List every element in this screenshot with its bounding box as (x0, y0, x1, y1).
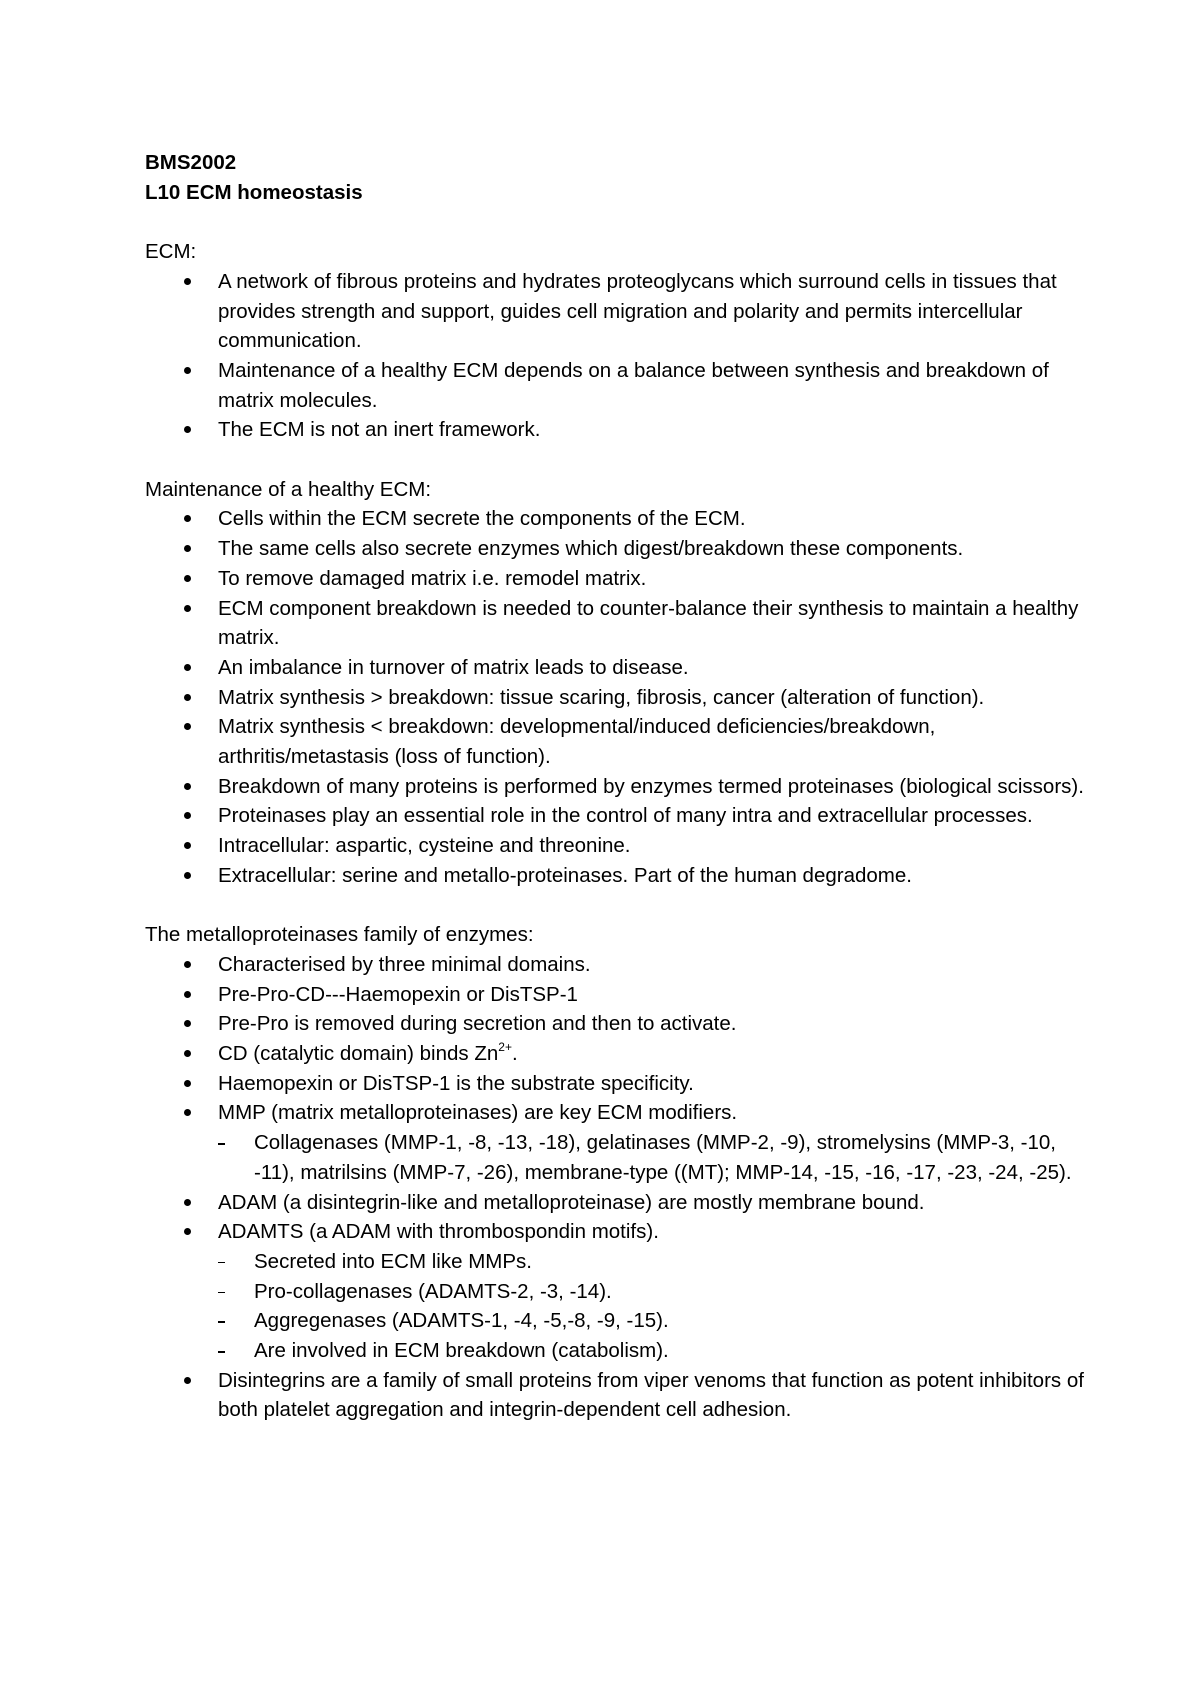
ecm-list (145, 267, 1085, 445)
bullet-icon (184, 426, 191, 433)
list-item: To remove damaged matrix i.e. remodel matrix. (145, 564, 1085, 594)
list-item: Haemopexin or DisTSP-1 is the substrate specificity. (145, 1069, 1085, 1099)
list-item: An imbalance in turnover of matrix leads to disease. (145, 653, 1085, 683)
bullet-icon (184, 694, 191, 701)
bullet-icon (184, 723, 191, 730)
list-item: CD (catalytic domain) binds $Zn^{2+}$. (145, 1039, 1085, 1069)
list-item: Intracellular: aspartic, cysteine and threonine. (145, 831, 1085, 861)
list-item: The ECM is not an inert framework. (145, 415, 1085, 445)
document-body (145, 148, 1085, 1425)
list-item: Characterised by three minimal domains. (145, 950, 1085, 980)
bullet-icon (184, 278, 191, 285)
mmp-sublist (218, 1128, 1085, 1187)
dash-icon (218, 1143, 225, 1145)
zn-superscript: 2+ (498, 1040, 512, 1055)
list-item: ADAMTS (a ADAM with thrombospondin motifs). Secreted into ECM like MMPs. Pro-collagenases (ADAMTS-2, -3, -14). Aggregenases (ADAMTS-1, -4, -5,-8, -9, -15). Are involved in ECM breakdown (catabolism). (145, 1217, 1085, 1366)
metallo-list (145, 950, 1085, 1425)
list-item: Extracellular: serine and metallo-proteinases. Part of the human degradome. (145, 861, 1085, 891)
dash-icon (218, 1351, 225, 1353)
bullet-icon (184, 783, 191, 790)
bullet-icon (184, 1050, 191, 1057)
bullet-icon (184, 812, 191, 819)
bullet-icon (184, 515, 191, 522)
bullet-icon (184, 664, 191, 671)
lecture-title: L10 ECM homeostasis (145, 180, 363, 204)
list-item: The same cells also secrete enzymes which digest/breakdown these components. (145, 534, 1085, 564)
list-item: ECM component breakdown is needed to counter-balance their synthesis to maintain a healthy matrix. (145, 594, 1085, 653)
bullet-icon (184, 842, 191, 849)
metallo-heading: The metalloproteinases family of enzymes: (145, 923, 534, 947)
sublist-item: Aggregenases (ADAMTS-1, -4, -5,-8, -9, -15). (218, 1306, 1085, 1336)
list-item: Cells within the ECM secrete the components of the ECM. (145, 504, 1085, 534)
list-item: Breakdown of many proteins is performed by enzymes termed proteinases (biological scissors). (145, 772, 1085, 802)
sublist-item: Pro-collagenases (ADAMTS-2, -3, -14). (218, 1277, 1085, 1307)
list-item: Pre-Pro is removed during secretion and then to activate. (145, 1009, 1085, 1039)
list-item: Disintegrins are a family of small proteins from viper venoms that function as potent inhibitors of both platelet aggregation and integrin-dependent cell adhesion. (145, 1366, 1085, 1425)
maintenance-heading: Maintenance of a healthy ECM: (145, 477, 432, 501)
bullet-icon (184, 575, 191, 582)
bullet-icon (184, 545, 191, 552)
ecm-heading: ECM: (145, 240, 197, 264)
dash-icon (218, 1321, 225, 1323)
list-item: Maintenance of a healthy ECM depends on a balance between synthesis and breakdown of matrix molecules. (145, 356, 1085, 415)
sublist-item: Are involved in ECM breakdown (catabolism). (218, 1336, 1085, 1366)
list-item: Pre-Pro-CD---Haemopexin or DisTSP-1 (145, 980, 1085, 1010)
bullet-icon (184, 1228, 191, 1235)
list-item: Proteinases play an essential role in the control of many intra and extracellular processes. (145, 801, 1085, 831)
bullet-icon (184, 1080, 191, 1087)
list-item: Matrix synthesis > breakdown: tissue scaring, fibrosis, cancer (alteration of function). (145, 683, 1085, 713)
bullet-icon (184, 872, 191, 879)
maintenance-list (145, 504, 1085, 890)
sublist-item: Collagenases (MMP-1, -8, -13, -18), gelatinases (MMP-2, -9), stromelysins (MMP-3, -10, -11), matrilsins (MMP-7, -26), membrane-type ((MT); MMP-14, -15, -16, -17, -23, -24, -25). (218, 1128, 1085, 1187)
bullet-icon (184, 1199, 191, 1206)
bullet-icon (184, 367, 191, 374)
course-code: BMS2002 (145, 151, 237, 174)
bullet-icon (184, 991, 191, 998)
list-item: ADAM (a disintegrin-like and metalloproteinase) are mostly membrane bound. (145, 1188, 1085, 1218)
bullet-icon (184, 1109, 191, 1116)
bullet-icon (184, 1377, 191, 1384)
dash-icon (218, 1262, 225, 1264)
bullet-icon (184, 1020, 191, 1027)
bullet-icon (184, 605, 191, 612)
list-item: A network of fibrous proteins and hydrates proteoglycans which surround cells in tissues that provides strength and support, guides cell migration and polarity and permits intercellular communication. (145, 267, 1085, 356)
dash-icon (218, 1292, 225, 1294)
sublist-item: Secreted into ECM like MMPs. (218, 1247, 1085, 1277)
list-item: Matrix synthesis < breakdown: developmental/induced deficiencies/breakdown, arthritis/metastasis (loss of function). (145, 712, 1085, 771)
list-item: MMP (matrix metalloproteinases) are key ECM modifiers. Collagenases (MMP-1, -8, -13, -18), gelatinases (MMP-2, -9), stromelysins (MMP-3, -10, -11), matrilsins (MMP-7, -26), membrane-type ((MT); MMP-14, -15, -16, -17, -23, -24, -25). (145, 1098, 1085, 1187)
adamts-sublist (218, 1247, 1085, 1366)
bullet-icon (184, 961, 191, 968)
